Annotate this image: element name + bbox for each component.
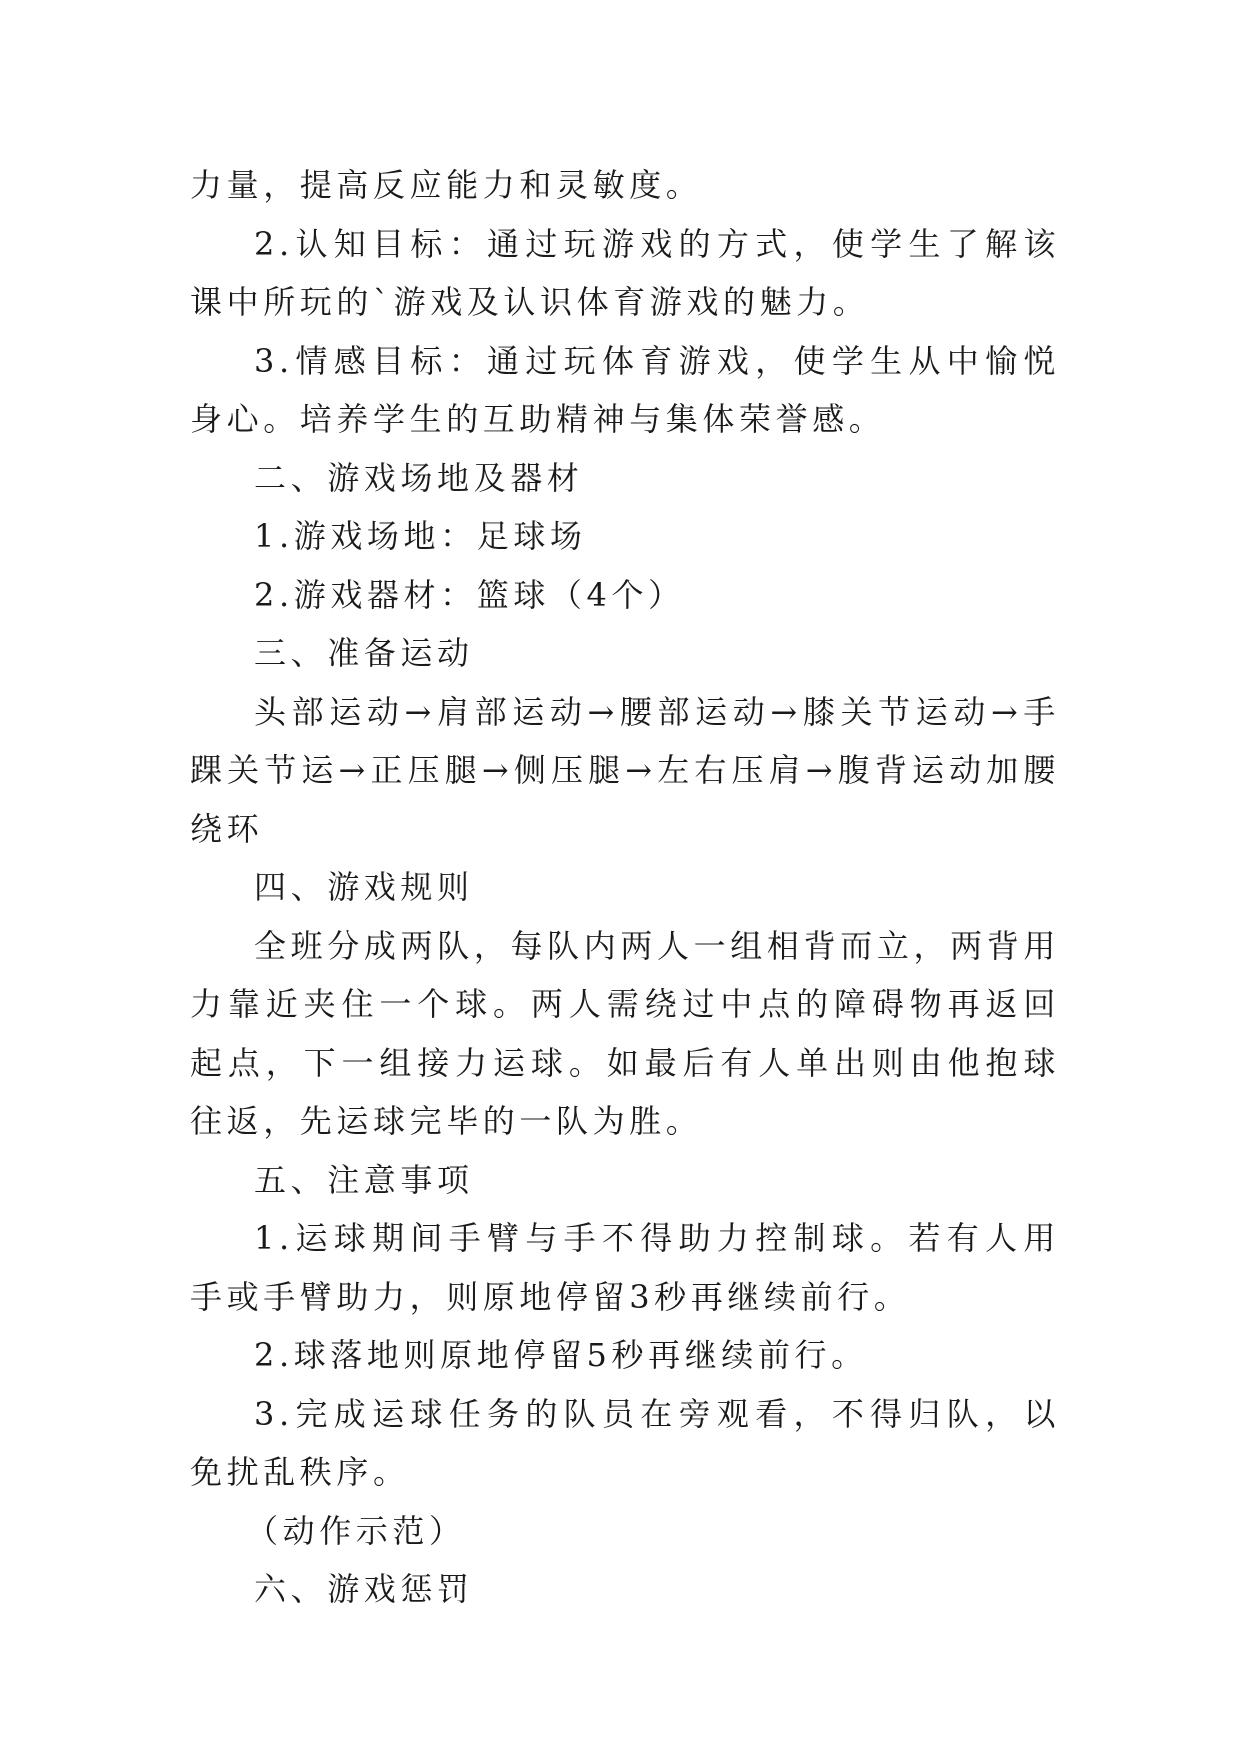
goal-1-continuation: 力量，提高反应能力和灵敏度。: [190, 166, 703, 204]
section-heading-rules: 四、游戏规则: [254, 868, 474, 906]
emotional-goal: 3.情感目标：通过玩体育游戏，使学生从中愉悦身心。培养学生的互助精神与集体荣誉感。: [190, 341, 1060, 438]
equipment-item: 2.游戏器材：篮球（4个）: [254, 575, 685, 614]
cognitive-goal: 2.认知目标：通过玩游戏的方式，使学生了解该课中所玩的`游戏及认识体育游戏的魅力。: [190, 224, 1060, 321]
rules-paragraph: 全班分成两队，每队内两人一组相背而立，两背用力靠近夹住一个球。两人需绕过中点的障碍物再返回起点，下一组接力运球。如最后有人单出则由他抱球往返，先运球完毕的一队为胜。: [190, 926, 1060, 1140]
demo-note: （动作示范）: [246, 1511, 466, 1550]
note-item-1: 1.运球期间手臂与手不得助力控制球。若有人用手或手臂助力，则原地停留3秒再继续前行。: [190, 1219, 1060, 1316]
note-item-3: 3.完成运球任务的队员在旁观看，不得归队，以免扰乱秩序。: [190, 1394, 1060, 1491]
section-heading-warmup: 三、准备运动: [254, 634, 474, 672]
section-heading-notes: 五、注意事项: [254, 1160, 474, 1199]
note-item-2: 2.球落地则原地停留5秒再继续前行。: [254, 1336, 868, 1374]
warmup-sequence: 头部运动→肩部运动→腰部运动→膝关节运动→手踝关节运→正压腿→侧压腿→左右压肩→腹背运动加腰绕环: [190, 692, 1060, 848]
section-heading-venue-equipment: 二、游戏场地及器材: [254, 458, 584, 497]
document-body: [190, 156, 1060, 1619]
venue-item: 1.游戏场地：足球场: [254, 517, 587, 555]
section-heading-penalty: 六、游戏惩罚: [254, 1570, 474, 1608]
